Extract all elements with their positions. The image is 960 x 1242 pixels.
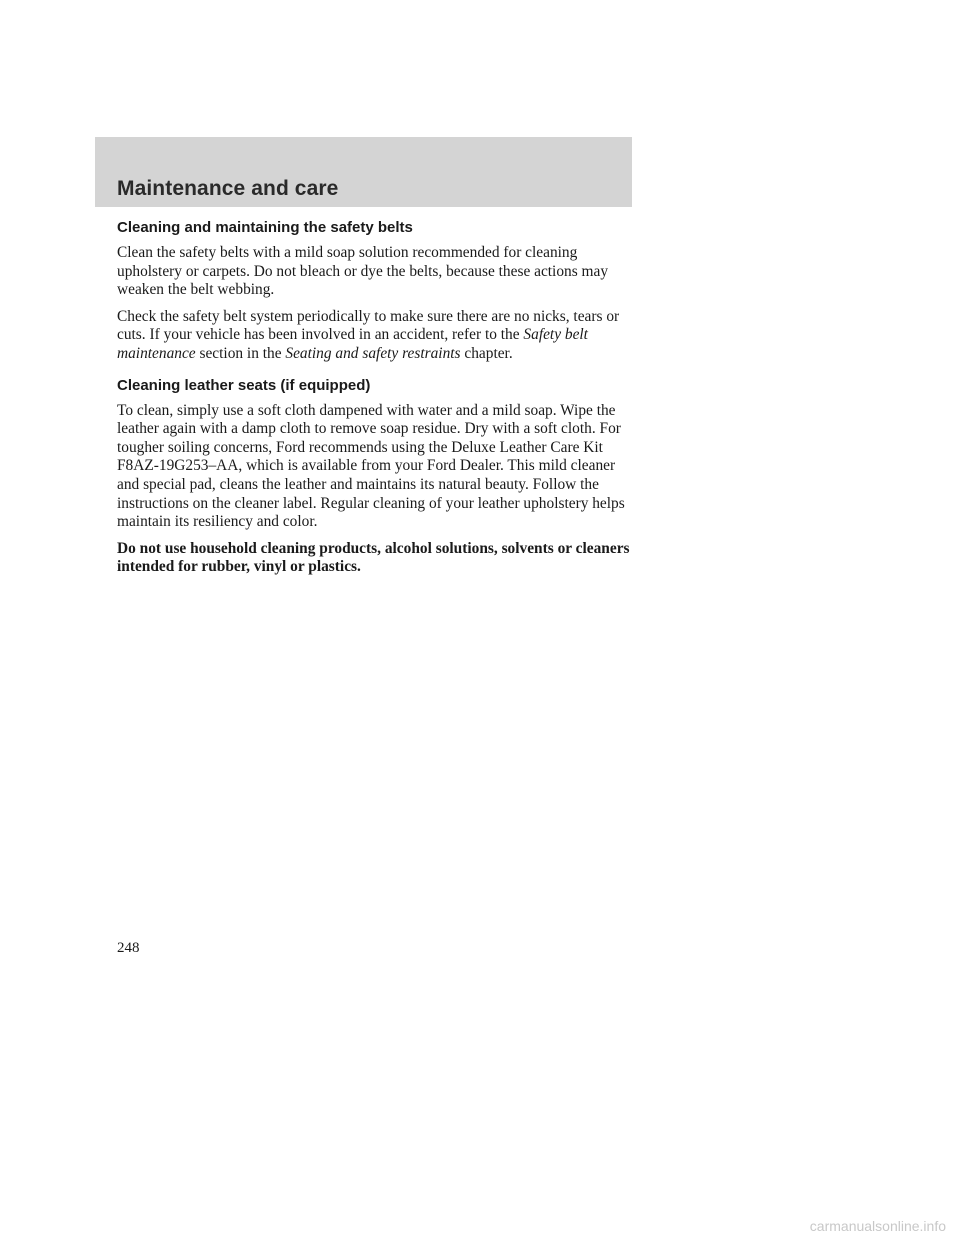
section-heading-safety-belts: Cleaning and maintaining the safety belts (117, 219, 413, 236)
page-content (117, 218, 637, 577)
leather-seats-paragraph: To clean, simply use a soft cloth dampened with water and a mild soap. Wipe the leather again with a damp cloth to remove soap residue. Dry with a soft cloth. For tougher soiling concerns, Ford recommends using the Deluxe Leather Care Kit F8AZ-19G253–AA, which is available from your Ford Dealer. This mild cleaner and special pad, cleans the leather and maintains its natural beauty. Follow the instructions on the cleaner label. Regular cleaning of your leather upholstery helps maintain its resiliency and color. (117, 401, 625, 531)
watermark: carmanualsonline.info (809, 1218, 946, 1234)
chapter-header-band (95, 137, 632, 207)
safety-belts-paragraph-1: Clean the safety belts with a mild soap solution recommended for cleaning upholstery or carpets. Do not bleach or dye the belts, because these actions may weaken the belt webbing. (117, 244, 609, 299)
chapter-title: Maintenance and care (117, 177, 339, 200)
p2-text-a: Check the safety belt system periodically to make sure there are no nicks, tears or cuts. If your vehicle has been involved in an accident, refer to the (117, 307, 620, 344)
page-number: 248 (117, 940, 140, 956)
section-heading-leather-seats: Cleaning leather seats (if equipped) (117, 376, 371, 394)
p2-text-c: chapter. (460, 344, 513, 362)
safety-belt-maintenance-ref: Safety belt maintenance (117, 326, 588, 362)
leather-warning-text: Do not use household cleaning products, alcohol solutions, solvents or cleaners intended for rubber, vinyl or plastics. (117, 539, 630, 576)
seating-and-safety-restraints-ref: Seating and safety restraints (285, 344, 461, 362)
safety-belts-paragraph-2 (117, 308, 637, 364)
p2-text-b: section in the (195, 344, 286, 362)
